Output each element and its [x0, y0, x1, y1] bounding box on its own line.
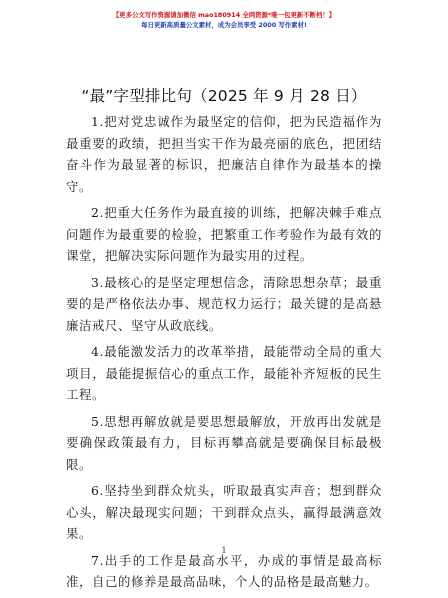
promo-banner-line-2: 每日更新高质量公文素材，成为会员享受 2000 写作素材!	[141, 21, 307, 29]
paragraph-6: 6.坚持坐到群众炕头，听取最真实声音；想到群众心头，解决最现实问题；干到群众点头，赢得最满意效果。	[66, 483, 382, 541]
paragraph-3: 3.最核心的是坚定理想信念，清除思想杂草；最重要的是严格依法办事、规范权力运行；最关键的是高悬廉洁戒尺、坚守从政底线。	[66, 274, 382, 333]
promo-banner-line-1: 【更多公文写作资源请加微信 mao180914 全网资源*唯一包更新不断档！】	[112, 11, 336, 19]
page-number: 1	[221, 546, 227, 555]
paragraph-4: 4.最能激发活力的改革举措，最能带动全局的重大项目，最能提振信心的重点工作，最能补齐短板的民生工程。	[66, 344, 382, 402]
paragraph-7: 7.出手的工作是最高水平，办成的事情是最高标准，自己的修养是最高品味，个人的品格是最高魅力。	[66, 552, 382, 589]
paragraph-1: 1.把对党忠诚作为最坚定的信仰，把为民造福作为最重要的政绩，把担当实干作为最亮丽的底色，把团结奋斗作为最显著的标识，把廉洁自律作为最基本的操守。	[66, 114, 382, 194]
document-body	[66, 111, 382, 598]
paragraph-5: 5.思想再解放就是要思想最解放，开放再出发就是要确保政策最有力，目标再攀高就是要确保目标最极限。	[66, 413, 382, 472]
paragraph-2: 2.把重大任务作为最直接的训练，把解决棘手难点问题作为最重要的检验，把繁重工作考验作为最有效的课堂，把解决实际问题作为最实用的过程。	[66, 205, 382, 263]
promo-banner	[0, 10, 448, 30]
document-title: “最”字型排比句（2025 年 9 月 28 日）	[81, 87, 367, 105]
